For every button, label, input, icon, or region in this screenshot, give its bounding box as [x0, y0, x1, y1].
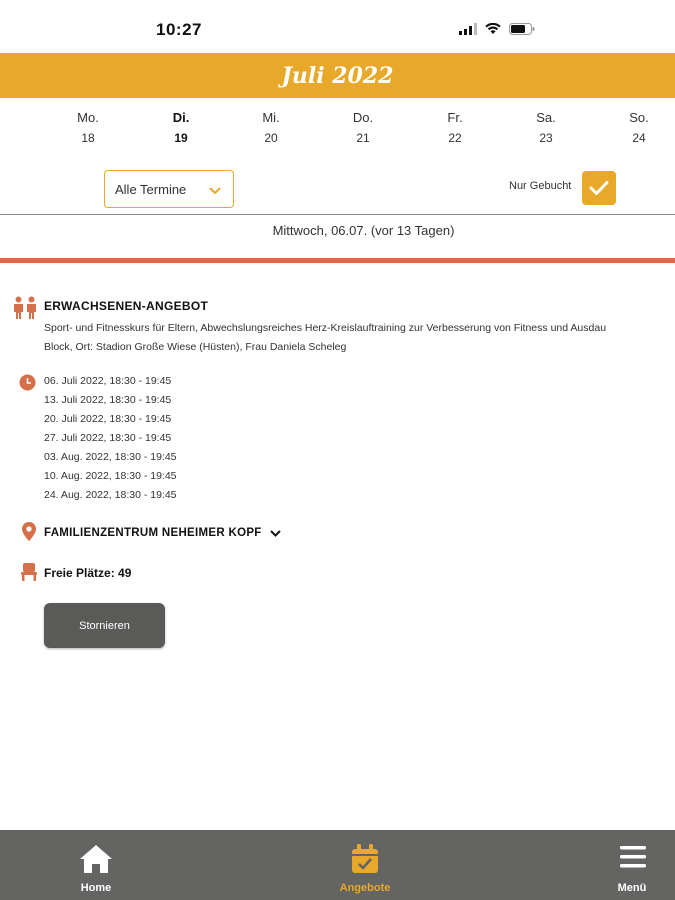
status-time: 10:27 [156, 20, 202, 39]
day-monday[interactable] [58, 110, 118, 145]
selected-date-label: Mittwoch, 06.07. (vor 13 Tagen) [272, 223, 455, 238]
week-strip [0, 110, 675, 152]
appointment-date: 27. Juli 2022, 18:30 - 19:45 [44, 432, 172, 444]
day-tuesday[interactable] [151, 110, 211, 145]
day-number: 21 [356, 131, 370, 145]
offer-description-line: Block, Ort: Stadion Große Wiese (Hüsten), Frau Daniela Scheleg [44, 341, 347, 353]
offer-title: ERWACHSENEN-ANGEBOT [44, 299, 209, 313]
day-wednesday[interactable] [241, 110, 301, 145]
signal-icon [459, 22, 477, 40]
chevron-down-icon [209, 183, 221, 198]
booked-only-checkbox[interactable] [582, 171, 616, 205]
tab-label: Home [80, 882, 112, 894]
day-friday[interactable] [425, 110, 485, 145]
day-number: 19 [174, 131, 188, 145]
tab-menu[interactable] [587, 830, 675, 900]
tab-label: Angebote [339, 882, 391, 894]
tab-home[interactable] [51, 830, 141, 900]
status-icons [459, 22, 535, 40]
day-thursday[interactable] [333, 110, 393, 145]
day-saturday[interactable] [516, 110, 576, 145]
offer-description [44, 319, 675, 357]
location-pin-icon [22, 522, 36, 546]
battery-icon [509, 22, 535, 40]
seat-icon [20, 563, 38, 586]
appointment-date: 20. Juli 2022, 18:30 - 19:45 [44, 413, 172, 425]
day-name: Mi. [262, 110, 280, 125]
day-number: 24 [632, 131, 646, 145]
tab-offers[interactable] [320, 830, 410, 900]
day-name: So. [629, 110, 649, 125]
day-name: Fr. [447, 110, 463, 125]
month-title: Juli 2022 [281, 62, 394, 89]
appointment-date: 13. Juli 2022, 18:30 - 19:45 [44, 394, 172, 406]
filter-selected-value: Alle Termine [115, 181, 187, 197]
wifi-icon [485, 22, 501, 40]
month-header [0, 53, 675, 98]
offer-description-line: Sport- und Fitnesskurs für Eltern, Abwechslungsreiches Herz-Kreislauftraining zur Verbesserung von Fitness und Ausdau [44, 322, 607, 334]
day-sunday[interactable] [609, 110, 669, 145]
day-name: Mo. [77, 110, 99, 125]
location-name: FAMILIENZENTRUM NEHEIMER KOPF [44, 527, 262, 539]
home-icon [79, 844, 113, 879]
day-name: Do. [352, 110, 374, 125]
status-bar [0, 0, 675, 52]
calendar-icon [351, 844, 379, 879]
menu-icon [620, 844, 646, 875]
tab-label: Menü [617, 882, 647, 894]
appointment-filter-select[interactable] [104, 170, 234, 208]
day-name: Di. [172, 110, 190, 125]
appointment-dates [44, 374, 177, 507]
free-places: Freie Plätze: 49 [44, 566, 132, 580]
appointment-date: 03. Aug. 2022, 18:30 - 19:45 [44, 451, 177, 463]
day-number: 23 [539, 131, 553, 145]
day-name: Sa. [536, 110, 556, 125]
location-toggle[interactable] [44, 524, 281, 542]
appointment-date: 06. Juli 2022, 18:30 - 19:45 [44, 375, 172, 387]
adults-icon [12, 296, 38, 325]
divider [0, 214, 675, 215]
appointment-date: 10. Aug. 2022, 18:30 - 19:45 [44, 470, 177, 482]
appointment-date: 24. Aug. 2022, 18:30 - 19:45 [44, 489, 177, 501]
day-number: 22 [448, 131, 462, 145]
booked-only-label: Nur Gebucht [509, 180, 572, 192]
chevron-down-icon [270, 524, 281, 542]
bottom-tab-bar [0, 830, 675, 900]
section-divider [0, 258, 675, 263]
clock-icon [19, 374, 36, 396]
day-number: 18 [81, 131, 95, 145]
cancel-booking-button[interactable]: Stornieren [44, 603, 165, 648]
day-number: 20 [264, 131, 278, 145]
checkmark-icon [589, 180, 609, 196]
